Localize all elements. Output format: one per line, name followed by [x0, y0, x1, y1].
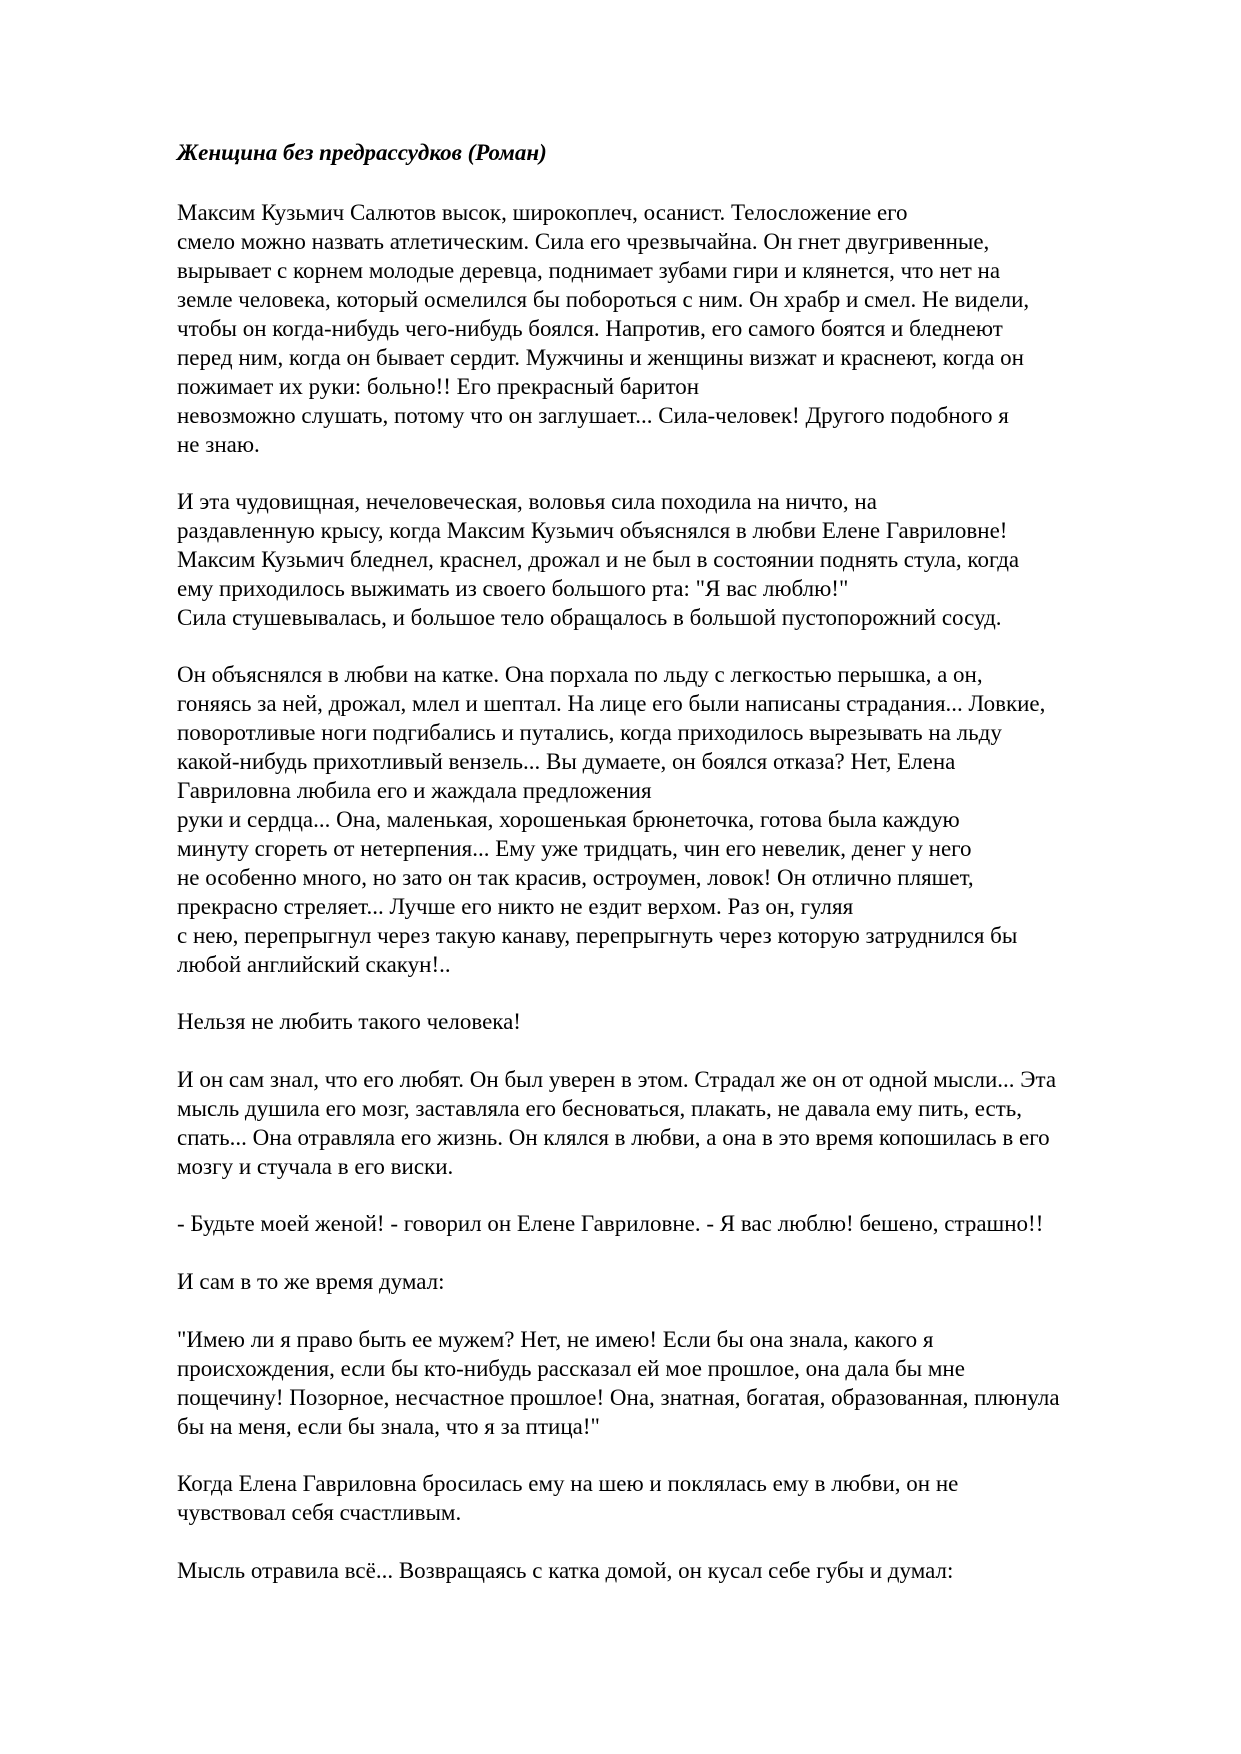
text-line: не знаю.: [177, 432, 260, 457]
text-line: Мысль отравила всё... Возвращаясь с катка домой, он кусал себе губы и думал:: [177, 1558, 954, 1583]
text-line: чувствовал себя счастливым.: [177, 1500, 462, 1525]
text-line: чтобы он когда-нибудь чего-нибудь боялся. Напротив, его самого боятся и бледнеют: [177, 316, 1003, 341]
text-line: спать... Она отравляла его жизнь. Он клялся в любви, а она в это время копошилась в его: [177, 1125, 1050, 1150]
text-line: раздавленную крысу, когда Максим Кузьмич объяснялся в любви Елене Гавриловне!: [177, 518, 1008, 543]
text-line: ему приходилось выжимать из своего большого рта: "Я вас люблю!": [177, 576, 849, 601]
text-line: Максим Кузьмич Салютов высок, широкоплеч, осанист. Телосложение его: [177, 200, 908, 225]
text-line: мысль душила его мозг, заставляла его бесноваться, плакать, не давала ему пить, есть,: [177, 1096, 1023, 1121]
text-line: бы на меня, если бы знала, что я за птица!": [177, 1414, 600, 1439]
text-line: с нею, перепрыгнул через такую канаву, перепрыгнуть через которую затруднился бы: [177, 923, 1018, 948]
text-line: - Будьте моей женой! - говорил он Елене Гавриловне. - Я вас люблю! бешено, страшно!!: [177, 1211, 1044, 1236]
text-line: И эта чудовищная, нечеловеческая, воловья сила походила на ничто, на: [177, 489, 877, 514]
text-line: невозможно слушать, потому что он заглушает... Сила-человек! Другого подобного я: [177, 403, 1009, 428]
text-line: И он сам знал, что его любят. Он был уверен в этом. Страдал же он от одной мысли... Эта: [177, 1067, 1057, 1092]
text-line: поворотливые ноги подгибались и путались, когда приходилось вырезывать на льду: [177, 720, 1002, 745]
text-line: гоняясь за ней, дрожал, млел и шептал. На лице его были написаны страдания... Ловкие,: [177, 691, 1046, 716]
text-line: прекрасно стреляет... Лучше его никто не ездит верхом. Раз он, гуляя: [177, 894, 854, 919]
text-line: Сила стушевывалась, и большое тело обращалось в большой пустопорожний сосуд.: [177, 605, 1002, 630]
text-line: пожимает их руки: больно!! Его прекрасный баритон: [177, 374, 700, 399]
text-line: перед ним, когда он бывает сердит. Мужчины и женщины визжат и краснеют, когда он: [177, 345, 1024, 370]
text-line: И сам в то же время думал:: [177, 1269, 445, 1294]
text-line: не особенно много, но зато он так красив, остроумен, ловок! Он отлично пляшет,: [177, 865, 974, 890]
text-line: Он объяснялся в любви на катке. Она порхала по льду с легкостью перышка, а он,: [177, 662, 983, 687]
text-line: руки и сердца... Она, маленькая, хорошенькая брюнеточка, готова была каждую: [177, 807, 960, 832]
text-line: вырывает с корнем молодые деревца, поднимает зубами гири и клянется, что нет на: [177, 258, 1001, 283]
document-title: Женщина без предрассудков (Роман): [177, 140, 547, 165]
text-line: пощечину! Позорное, несчастное прошлое! Она, знатная, богатая, образованная, плюнула: [177, 1385, 1060, 1410]
text-line: происхождения, если бы кто-нибудь рассказал ей мое прошлое, она дала бы мне: [177, 1356, 965, 1381]
text-line: любой английский скакун!..: [177, 952, 451, 977]
text-line: Максим Кузьмич бледнел, краснел, дрожал и не был в состоянии поднять стула, когда: [177, 547, 1020, 572]
text-line: мозгу и стучала в его виски.: [177, 1154, 454, 1179]
text-line: "Имею ли я право быть ее мужем? Нет, не имею! Если бы она знала, какого я: [177, 1327, 934, 1352]
text-line: смело можно назвать атлетическим. Сила его чрезвычайна. Он гнет двугривенные,: [177, 229, 990, 254]
text-line: Нельзя не любить такого человека!: [177, 1009, 521, 1034]
text-line: Гавриловна любила его и жаждала предложения: [177, 778, 652, 803]
text-line: минуту сгореть от нетерпения... Ему уже тридцать, чин его невелик, денег у него: [177, 836, 972, 861]
text-line: земле человека, который осмелился бы побороться с ним. Он храбр и смел. Не видели,: [177, 287, 1030, 312]
text-line: Когда Елена Гавриловна бросилась ему на шею и поклялась ему в любви, он не: [177, 1471, 959, 1496]
text-line: какой-нибудь прихотливый вензель... Вы думаете, он боялся отказа? Нет, Елена: [177, 749, 956, 774]
